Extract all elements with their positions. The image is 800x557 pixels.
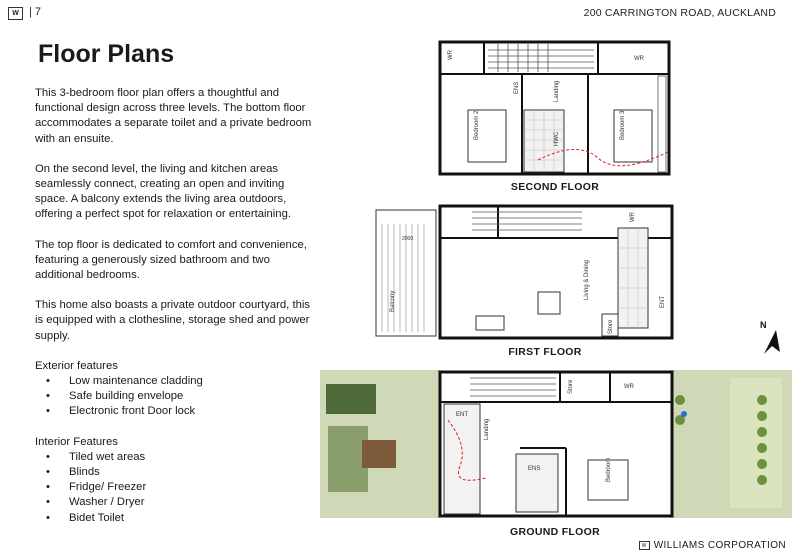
first-floor-label: FIRST FLOOR [508, 346, 582, 358]
room-label: WR [634, 56, 644, 62]
room-label: ENS [528, 466, 541, 472]
north-compass [756, 314, 784, 358]
brand-logo: W [8, 7, 23, 20]
room-label: ENS [514, 81, 520, 94]
footer-logo-icon: W [639, 541, 650, 550]
room-label: Balcony [390, 290, 396, 312]
room-label: ENT [660, 296, 666, 308]
room-label: Bedroom 2 [474, 110, 480, 140]
footer-brand [639, 540, 786, 551]
footer-brand-name: WILLIAMS CORPORATION [653, 540, 786, 551]
page-title: Floor Plans [38, 40, 175, 68]
room-label: WR [624, 384, 634, 390]
dimension-label: 2000 [402, 236, 414, 242]
exterior-features-list [35, 374, 315, 420]
page-number: | 7 [29, 6, 42, 18]
intro-paragraph: This 3-bedroom floor plan offers a thoughtful and functional design across three levels. The bottom floor accommodates a separate toilet and a private bedroom with an ensuite. [35, 87, 312, 145]
courtyard-paragraph: This home also boasts a private outdoor courtyard, this is equipped with a clothesline, storage shed and power supply. [35, 299, 311, 342]
room-label: Living & Dining [584, 259, 590, 300]
ground-floor-plan [320, 370, 792, 520]
room-label: WR [448, 50, 454, 60]
compass-north-label: N [760, 320, 767, 330]
interior-features-list [35, 450, 315, 526]
room-label: HWC [554, 131, 560, 146]
room-label: Store [568, 379, 574, 394]
list-item: • Electronic front Door lock [35, 404, 315, 419]
list-item: • Safe building envelope [35, 389, 315, 404]
list-item: • Bidet Toilet [35, 511, 315, 526]
exterior-features-heading: Exterior features [35, 359, 118, 372]
second-floor-plan [438, 40, 673, 176]
list-item: • Low maintenance cladding [35, 374, 315, 389]
list-item: • Tiled wet areas [35, 450, 315, 465]
property-address: 200 CARRINGTON ROAD, AUCKLAND [583, 7, 776, 19]
room-label: Bedroom 3 [620, 110, 626, 140]
ground-floor-label: GROUND FLOOR [510, 526, 600, 538]
first-floor-plan [372, 204, 676, 340]
room-label: Store [608, 319, 614, 334]
room-label: Bedroom [606, 457, 612, 482]
room-label: Landing [554, 80, 560, 102]
second-floor-label: SECOND FLOOR [510, 181, 600, 193]
list-item: • Blinds [35, 465, 315, 480]
top-floor-paragraph: The top floor is dedicated to comfort and convenience, featuring a generously sized bathroom and two additional bedrooms. [35, 238, 307, 282]
room-label: WR [630, 212, 636, 222]
room-label: Landing [484, 418, 490, 440]
north-arrow-icon [764, 330, 780, 354]
list-item: • Washer / Dryer [35, 495, 315, 510]
second-level-paragraph: On the second level, the living and kitchen areas seamlessly connect, creating an open and inviting space. A balcony extends the living area outdoors, offering a perfect spot for relaxation or entertaining. [35, 162, 292, 221]
room-label: ENT [456, 412, 468, 418]
list-item: • Fridge/ Freezer [35, 480, 315, 495]
description-column [35, 86, 315, 541]
interior-features-heading: Interior Features [35, 435, 118, 448]
